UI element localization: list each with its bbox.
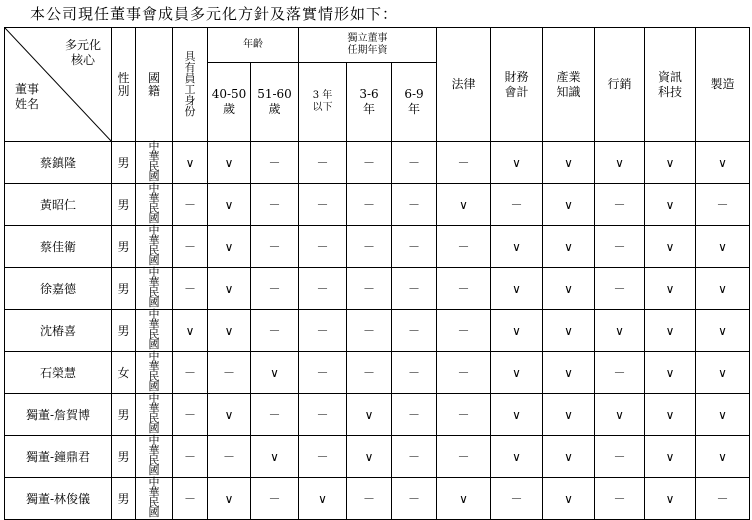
criteria-mark: ∨ (173, 310, 208, 352)
criteria-mark: ∨ (645, 184, 696, 226)
director-name: 獨董-鐘鼎君 (5, 436, 112, 478)
criteria-mark: － (595, 478, 645, 520)
criteria-mark: ∨ (645, 268, 696, 310)
criteria-mark: ∨ (595, 310, 645, 352)
director-nationality: 中華民國 (136, 184, 173, 226)
criteria-mark: － (299, 436, 347, 478)
director-name: 沈椿喜 (5, 310, 112, 352)
header-row-1 (5, 28, 750, 63)
criteria-mark: ∨ (645, 394, 696, 436)
director-gender: 男 (112, 226, 136, 268)
table-row (5, 352, 750, 394)
criteria-mark: ∨ (208, 310, 251, 352)
criteria-mark: ∨ (543, 268, 595, 310)
criteria-mark: － (392, 352, 437, 394)
criteria-mark: － (392, 436, 437, 478)
criteria-mark: － (696, 184, 750, 226)
table-row (5, 142, 750, 184)
criteria-mark: ∨ (437, 478, 491, 520)
header-industry: 產業 知識 (543, 28, 595, 142)
header-age-group: 年齡 (208, 28, 299, 63)
criteria-mark: － (437, 436, 491, 478)
header-law: 法律 (437, 28, 491, 142)
criteria-mark: ∨ (543, 436, 595, 478)
criteria-mark: ∨ (543, 352, 595, 394)
director-gender: 男 (112, 184, 136, 226)
criteria-mark: － (595, 268, 645, 310)
criteria-mark: ∨ (696, 310, 750, 352)
director-name: 獨董-林俊儀 (5, 478, 112, 520)
table-row (5, 184, 750, 226)
criteria-mark: － (208, 436, 251, 478)
criteria-mark: － (173, 268, 208, 310)
director-name: 黃昭仁 (5, 184, 112, 226)
criteria-mark: － (392, 184, 437, 226)
director-name: 石榮慧 (5, 352, 112, 394)
criteria-mark: － (437, 352, 491, 394)
director-gender: 男 (112, 268, 136, 310)
criteria-mark: ∨ (208, 142, 251, 184)
criteria-mark: ∨ (491, 436, 543, 478)
criteria-mark: ∨ (696, 142, 750, 184)
table-row (5, 310, 750, 352)
corner-top-label: 多元化核心 (64, 38, 101, 67)
criteria-mark: ∨ (645, 142, 696, 184)
criteria-mark: － (491, 184, 543, 226)
criteria-mark: ∨ (543, 184, 595, 226)
director-gender: 男 (112, 478, 136, 520)
criteria-mark: ∨ (208, 184, 251, 226)
header-gender: 性別 (112, 28, 136, 142)
criteria-mark: － (173, 478, 208, 520)
criteria-mark: － (437, 226, 491, 268)
criteria-mark: － (299, 184, 347, 226)
header-employee: 具有員工身份 (173, 28, 208, 142)
criteria-mark: － (595, 352, 645, 394)
criteria-mark: ∨ (173, 142, 208, 184)
director-nationality: 中華民國 (136, 436, 173, 478)
criteria-mark: － (347, 478, 392, 520)
criteria-mark: － (251, 478, 299, 520)
criteria-mark: － (173, 436, 208, 478)
criteria-mark: － (347, 310, 392, 352)
criteria-mark: ∨ (696, 352, 750, 394)
criteria-mark: ∨ (696, 226, 750, 268)
criteria-mark: － (299, 352, 347, 394)
criteria-mark: ∨ (543, 478, 595, 520)
criteria-mark: － (299, 226, 347, 268)
criteria-mark: － (347, 226, 392, 268)
criteria-mark: ∨ (645, 226, 696, 268)
criteria-mark: － (347, 184, 392, 226)
criteria-mark: ∨ (208, 226, 251, 268)
intro-text: 本公司現任董事會成員多元化方針及落實情形如下： (30, 5, 399, 23)
criteria-mark: － (173, 226, 208, 268)
header-age-40-50: 40-50 歲 (208, 63, 251, 142)
header-tenure-6-9: 6-9 年 (392, 63, 437, 142)
criteria-mark: ∨ (696, 436, 750, 478)
criteria-mark: ∨ (543, 394, 595, 436)
director-name: 徐嘉德 (5, 268, 112, 310)
criteria-mark: － (299, 268, 347, 310)
table-row (5, 394, 750, 436)
criteria-mark: ∨ (645, 310, 696, 352)
header-tenure-under-3: 3 年 以下 (299, 63, 347, 142)
header-manufacturing: 製造 (696, 28, 750, 142)
header-it: 資訊 科技 (645, 28, 696, 142)
criteria-mark: － (251, 142, 299, 184)
criteria-mark: － (251, 268, 299, 310)
criteria-mark: － (392, 478, 437, 520)
header-age-51-60: 51-60 歲 (251, 63, 299, 142)
criteria-mark: ∨ (543, 142, 595, 184)
criteria-mark: － (347, 142, 392, 184)
criteria-mark: ∨ (543, 310, 595, 352)
criteria-mark: － (392, 142, 437, 184)
criteria-mark: － (251, 310, 299, 352)
director-name: 獨董-詹賀博 (5, 394, 112, 436)
criteria-mark: － (491, 478, 543, 520)
criteria-mark: ∨ (491, 142, 543, 184)
director-gender: 男 (112, 436, 136, 478)
corner-header (5, 28, 112, 142)
director-nationality: 中華民國 (136, 268, 173, 310)
criteria-mark: － (392, 394, 437, 436)
criteria-mark: ∨ (645, 352, 696, 394)
table-row (5, 478, 750, 520)
criteria-mark: － (251, 226, 299, 268)
criteria-mark: － (347, 352, 392, 394)
criteria-mark: － (173, 394, 208, 436)
criteria-mark: ∨ (696, 394, 750, 436)
criteria-mark: ∨ (347, 436, 392, 478)
criteria-mark: － (437, 310, 491, 352)
criteria-mark: － (595, 184, 645, 226)
director-nationality: 中華民國 (136, 478, 173, 520)
header-nationality: 國籍 (136, 28, 173, 142)
criteria-mark: ∨ (347, 394, 392, 436)
director-gender: 男 (112, 310, 136, 352)
criteria-mark: ∨ (208, 268, 251, 310)
criteria-mark: ∨ (543, 226, 595, 268)
director-nationality: 中華民國 (136, 310, 173, 352)
criteria-mark: － (173, 352, 208, 394)
criteria-mark: ∨ (437, 184, 491, 226)
criteria-mark: ∨ (208, 394, 251, 436)
criteria-mark: ∨ (696, 268, 750, 310)
criteria-mark: － (173, 184, 208, 226)
corner-bottom-label: 董事 姓名 (15, 82, 40, 111)
director-name: 蔡佳衛 (5, 226, 112, 268)
criteria-mark: － (251, 184, 299, 226)
criteria-mark: － (251, 394, 299, 436)
criteria-mark: ∨ (491, 268, 543, 310)
table-row (5, 268, 750, 310)
criteria-mark: － (437, 142, 491, 184)
director-nationality: 中華民國 (136, 352, 173, 394)
header-tenure-3-6: 3-6 年 (347, 63, 392, 142)
criteria-mark: ∨ (251, 352, 299, 394)
criteria-mark: － (392, 310, 437, 352)
criteria-mark: ∨ (645, 436, 696, 478)
director-name: 蔡鎮隆 (5, 142, 112, 184)
criteria-mark: － (696, 478, 750, 520)
director-nationality: 中華民國 (136, 226, 173, 268)
criteria-mark: － (392, 268, 437, 310)
criteria-mark: ∨ (595, 142, 645, 184)
director-gender: 男 (112, 394, 136, 436)
header-tenure-group: 獨立董事 任期年資 (299, 28, 437, 63)
criteria-mark: － (299, 394, 347, 436)
criteria-mark: － (595, 436, 645, 478)
criteria-mark: ∨ (491, 226, 543, 268)
criteria-mark: ∨ (491, 310, 543, 352)
criteria-mark: ∨ (595, 394, 645, 436)
director-gender: 女 (112, 352, 136, 394)
criteria-mark: － (392, 226, 437, 268)
criteria-mark: － (299, 310, 347, 352)
criteria-mark: － (437, 268, 491, 310)
criteria-mark: － (208, 352, 251, 394)
board-diversity-table (4, 27, 750, 520)
criteria-mark: ∨ (208, 478, 251, 520)
director-gender: 男 (112, 142, 136, 184)
criteria-mark: ∨ (251, 436, 299, 478)
criteria-mark: － (347, 268, 392, 310)
criteria-mark: － (595, 226, 645, 268)
header-marketing: 行銷 (595, 28, 645, 142)
table-row (5, 436, 750, 478)
header-finance: 財務 會計 (491, 28, 543, 142)
criteria-mark: － (299, 142, 347, 184)
criteria-mark: ∨ (645, 478, 696, 520)
criteria-mark: ∨ (491, 352, 543, 394)
criteria-mark: ∨ (299, 478, 347, 520)
director-nationality: 中華民國 (136, 394, 173, 436)
criteria-mark: ∨ (491, 394, 543, 436)
director-nationality: 中華民國 (136, 142, 173, 184)
criteria-mark: － (437, 394, 491, 436)
table-row (5, 226, 750, 268)
